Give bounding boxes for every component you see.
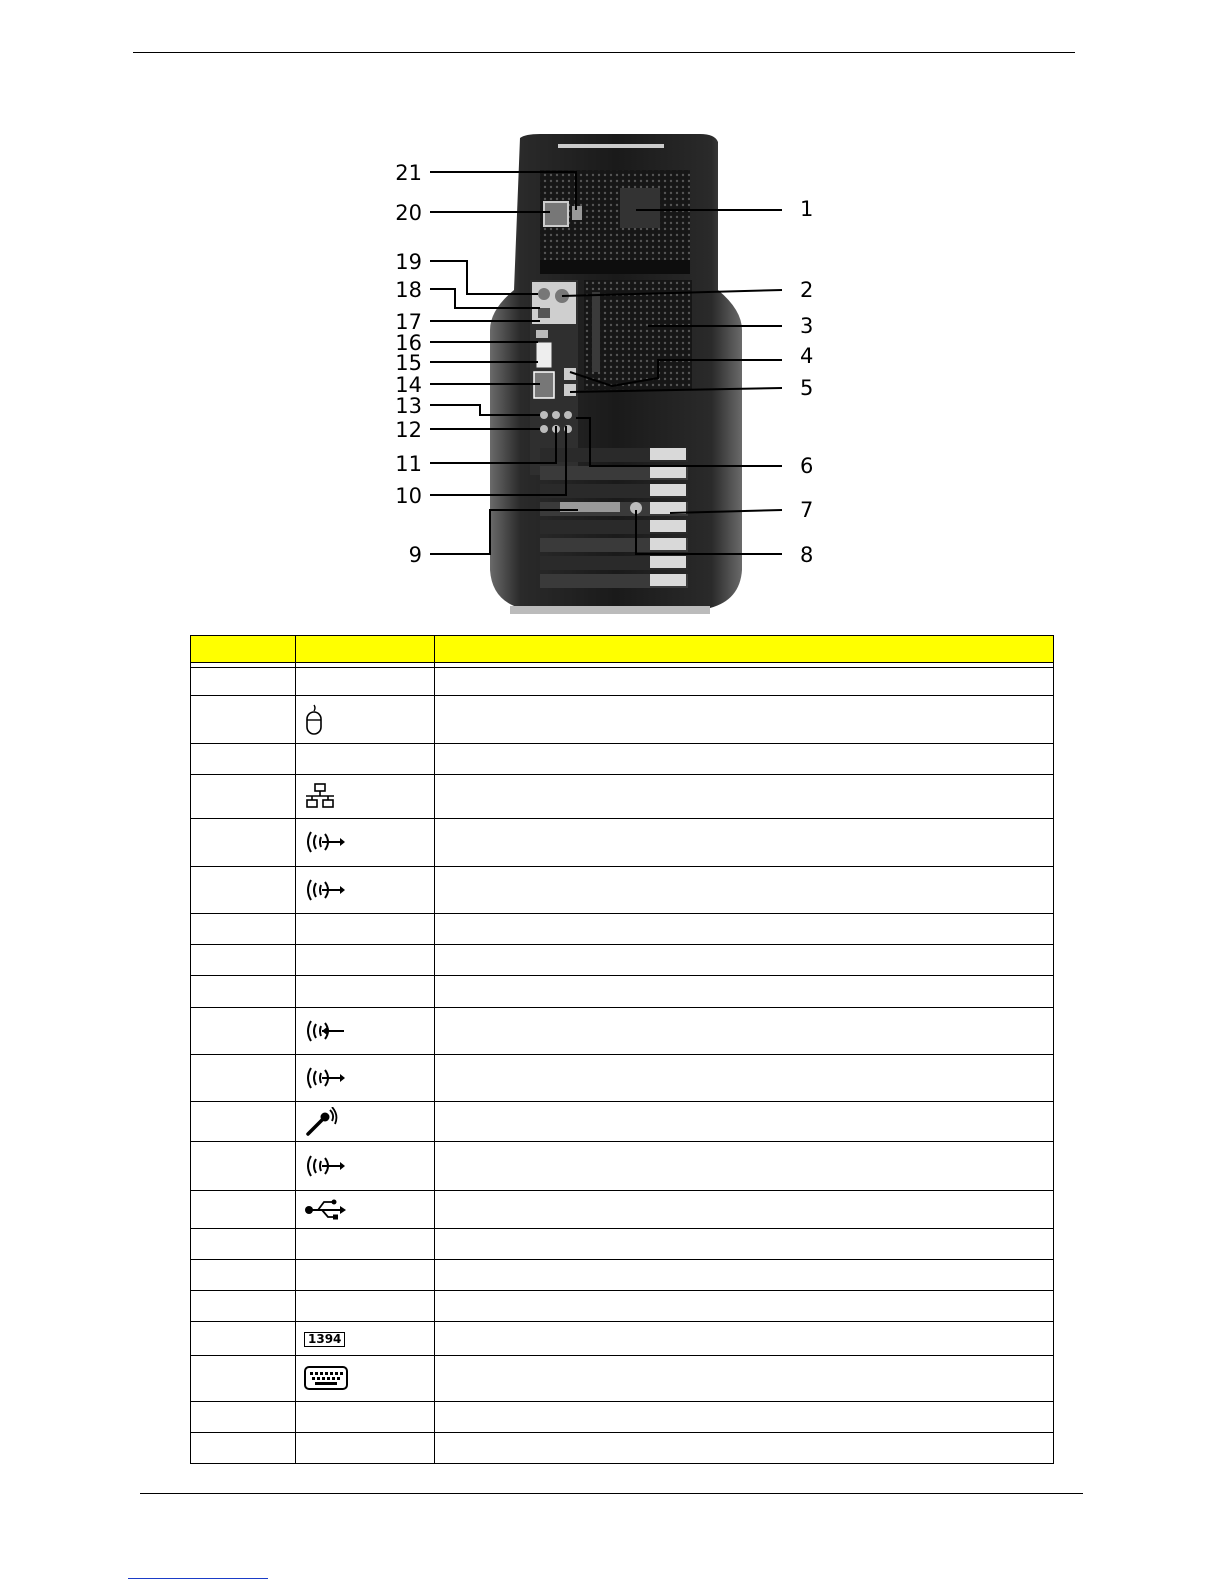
row-number [191,668,296,696]
table-row [191,668,1054,696]
row-description [435,744,1054,774]
mouse-icon [304,704,324,736]
table-row [191,945,1054,976]
header-description [435,636,1054,663]
callout-5: 5 [800,376,814,400]
table-row [191,1102,1054,1142]
table-row [191,1259,1054,1290]
row-description [435,1259,1054,1290]
row-icon-cell [296,1432,435,1463]
row-number [191,1102,296,1142]
row-number [191,1142,296,1190]
row-description [435,1401,1054,1432]
callout-1: 1 [800,197,814,221]
row-number [191,1432,296,1463]
row-icon-cell [296,1102,435,1142]
row-number [191,744,296,774]
header-icon [296,636,435,663]
table-row [191,1322,1054,1356]
row-number [191,1259,296,1290]
row-number [191,945,296,976]
footer-rule [140,1493,1083,1494]
footer-link-underline[interactable] [128,1578,268,1579]
row-number [191,1228,296,1259]
header-rule [133,52,1075,53]
row-description [435,1356,1054,1401]
callout-14: 14 [395,373,422,397]
row-icon-cell [296,1401,435,1432]
row-description [435,696,1054,744]
callout-21: 21 [395,161,422,185]
table-row [191,1290,1054,1321]
callout-4: 4 [800,344,814,368]
callout-20: 20 [395,201,422,225]
callout-15: 15 [395,351,422,375]
row-number [191,1007,296,1054]
row-icon-cell [296,1142,435,1190]
row-number [191,1054,296,1101]
row-number [191,866,296,913]
table-row [191,1228,1054,1259]
callout-12: 12 [395,418,422,442]
table-row [191,1356,1054,1401]
callout-17: 17 [395,310,422,334]
table-row [191,914,1054,945]
table-row [191,1432,1054,1463]
usb-icon [304,1198,348,1220]
table-row [191,1054,1054,1101]
row-icon-cell [296,1290,435,1321]
row-icon-cell [296,774,435,818]
callout-6: 6 [800,454,814,478]
callout-3: 3 [800,314,814,338]
row-number [191,1401,296,1432]
callout-19: 19 [395,250,422,274]
row-description [435,866,1054,913]
port-description-table [190,635,1054,1464]
header-no [191,636,296,663]
table-row [191,1007,1054,1054]
row-description [435,774,1054,818]
callout-2: 2 [800,278,814,302]
audio-out-icon [304,1065,346,1091]
network-icon [304,783,336,809]
table-row [191,976,1054,1007]
row-icon-cell [296,1007,435,1054]
row-description [435,945,1054,976]
row-description [435,1432,1054,1463]
row-description [435,976,1054,1007]
row-description [435,1007,1054,1054]
row-description [435,668,1054,696]
row-icon-cell [296,696,435,744]
audio-out-icon [304,829,346,855]
row-description [435,1290,1054,1321]
ieee1394-icon: 1394 [304,1332,345,1347]
callout-10: 10 [395,484,422,508]
row-icon-cell [296,1322,435,1356]
row-number [191,1322,296,1356]
microphone-icon [304,1107,338,1137]
table-header-row [191,636,1054,663]
row-icon-cell [296,668,435,696]
row-description [435,818,1054,866]
callout-9: 9 [408,543,422,567]
row-number [191,818,296,866]
callout-18: 18 [395,278,422,302]
callout-8: 8 [800,543,814,567]
row-number [191,774,296,818]
row-icon-cell [296,1190,435,1228]
table-row [191,696,1054,744]
row-description [435,1190,1054,1228]
callout-13: 13 [395,394,422,418]
row-icon-cell [296,945,435,976]
row-description [435,1054,1054,1101]
callout-7: 7 [800,498,814,522]
table-row [191,818,1054,866]
keyboard-icon [304,1366,348,1390]
row-number [191,1290,296,1321]
table-row [191,866,1054,913]
audio-in-icon [304,1018,346,1044]
table-row [191,774,1054,818]
row-description [435,1102,1054,1142]
audio-out-icon [304,1153,346,1179]
row-number [191,696,296,744]
table-row [191,1142,1054,1190]
audio-out-icon [304,877,346,903]
row-icon-cell [296,1054,435,1101]
row-icon-cell [296,1259,435,1290]
row-number [191,1190,296,1228]
table-row [191,1401,1054,1432]
table-row [191,744,1054,774]
row-description [435,914,1054,945]
table-row [191,1190,1054,1228]
row-description [435,1142,1054,1190]
row-icon-cell [296,976,435,1007]
row-description [435,1322,1054,1356]
callout-16: 16 [395,331,422,355]
row-icon-cell [296,744,435,774]
row-number [191,1356,296,1401]
row-icon-cell [296,1228,435,1259]
row-number [191,914,296,945]
row-icon-cell [296,914,435,945]
row-icon-cell [296,1356,435,1401]
rear-panel-figure [380,130,830,625]
row-icon-cell [296,818,435,866]
row-description [435,1228,1054,1259]
callout-11: 11 [395,452,422,476]
row-icon-cell [296,866,435,913]
computer-rear-illustration [380,130,830,625]
row-number [191,976,296,1007]
